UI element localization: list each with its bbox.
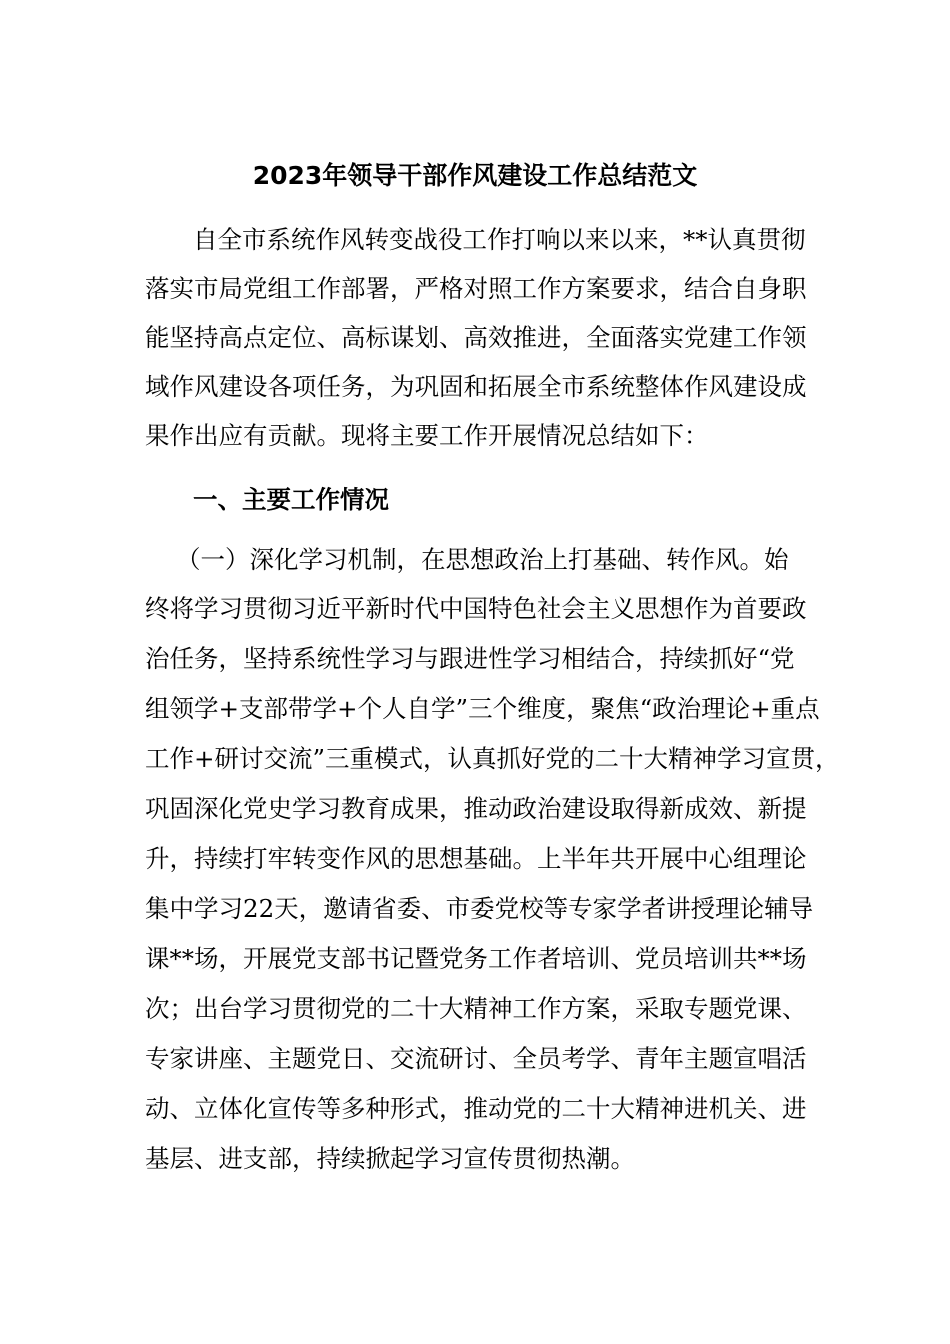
intro-line-1: 自全市系统作风转变战役工作打响以来以来，**认真贯彻 — [193, 225, 806, 254]
section1-line-6: 巩固深化党史学习教育成果，推动政治建设取得新成效、新提 — [145, 794, 807, 823]
intro-line-4: 域作风建设各项任务，为巩固和拓展全市系统整体作风建设成 — [145, 372, 807, 401]
section1-line-3: 治任务，坚持系统性学习与跟进性学习相结合，持续抓好“党 — [145, 644, 795, 673]
section1-line-13: 基层、进支部，持续掀起学习宣传贯彻热潮。 — [145, 1144, 635, 1173]
section1-line-9: 课**场，开展党支部书记暨党务工作者培训、党员培训共**场 — [145, 944, 807, 973]
section1-line-7: 升，持续打牢转变作风的思想基础。上半年共开展中心组理论 — [145, 844, 807, 873]
section1-line-4: 组领学+支部带学+个人自学”三个维度，聚焦“政治理论+重点 — [145, 694, 820, 723]
section1-line-10: 次；出台学习贯彻党的二十大精神工作方案，采取专题党课、 — [145, 994, 807, 1023]
section-heading: 一、主要工作情况 — [193, 485, 389, 514]
document-title: 2023年领导干部作风建设工作总结范文 — [252, 161, 698, 190]
intro-line-2: 落实市局党组工作部署，严格对照工作方案要求，结合自身职 — [145, 274, 807, 303]
section1-line-2: 终将学习贯彻习近平新时代中国特色社会主义思想作为首要政 — [145, 594, 807, 623]
section1-line-8: 集中学习22天，邀请省委、市委党校等专家学者讲授理论辅导 — [145, 894, 814, 923]
section1-line-1: （一）深化学习机制，在思想政治上打基础、转作风。始 — [176, 545, 789, 574]
section1-line-5: 工作+研讨交流”三重模式，认真抓好党的二十大精神学习宣贯， — [145, 744, 840, 773]
section1-line-11: 专家讲座、主题党日、交流研讨、全员考学、青年主题宣唱活 — [145, 1044, 807, 1073]
intro-line-3: 能坚持高点定位、高标谋划、高效推进，全面落实党建工作领 — [145, 323, 807, 352]
intro-line-5: 果作出应有贡献。现将主要工作开展情况总结如下： — [145, 421, 709, 450]
section1-line-12: 动、立体化宣传等多种形式，推动党的二十大精神进机关、进 — [145, 1094, 807, 1123]
